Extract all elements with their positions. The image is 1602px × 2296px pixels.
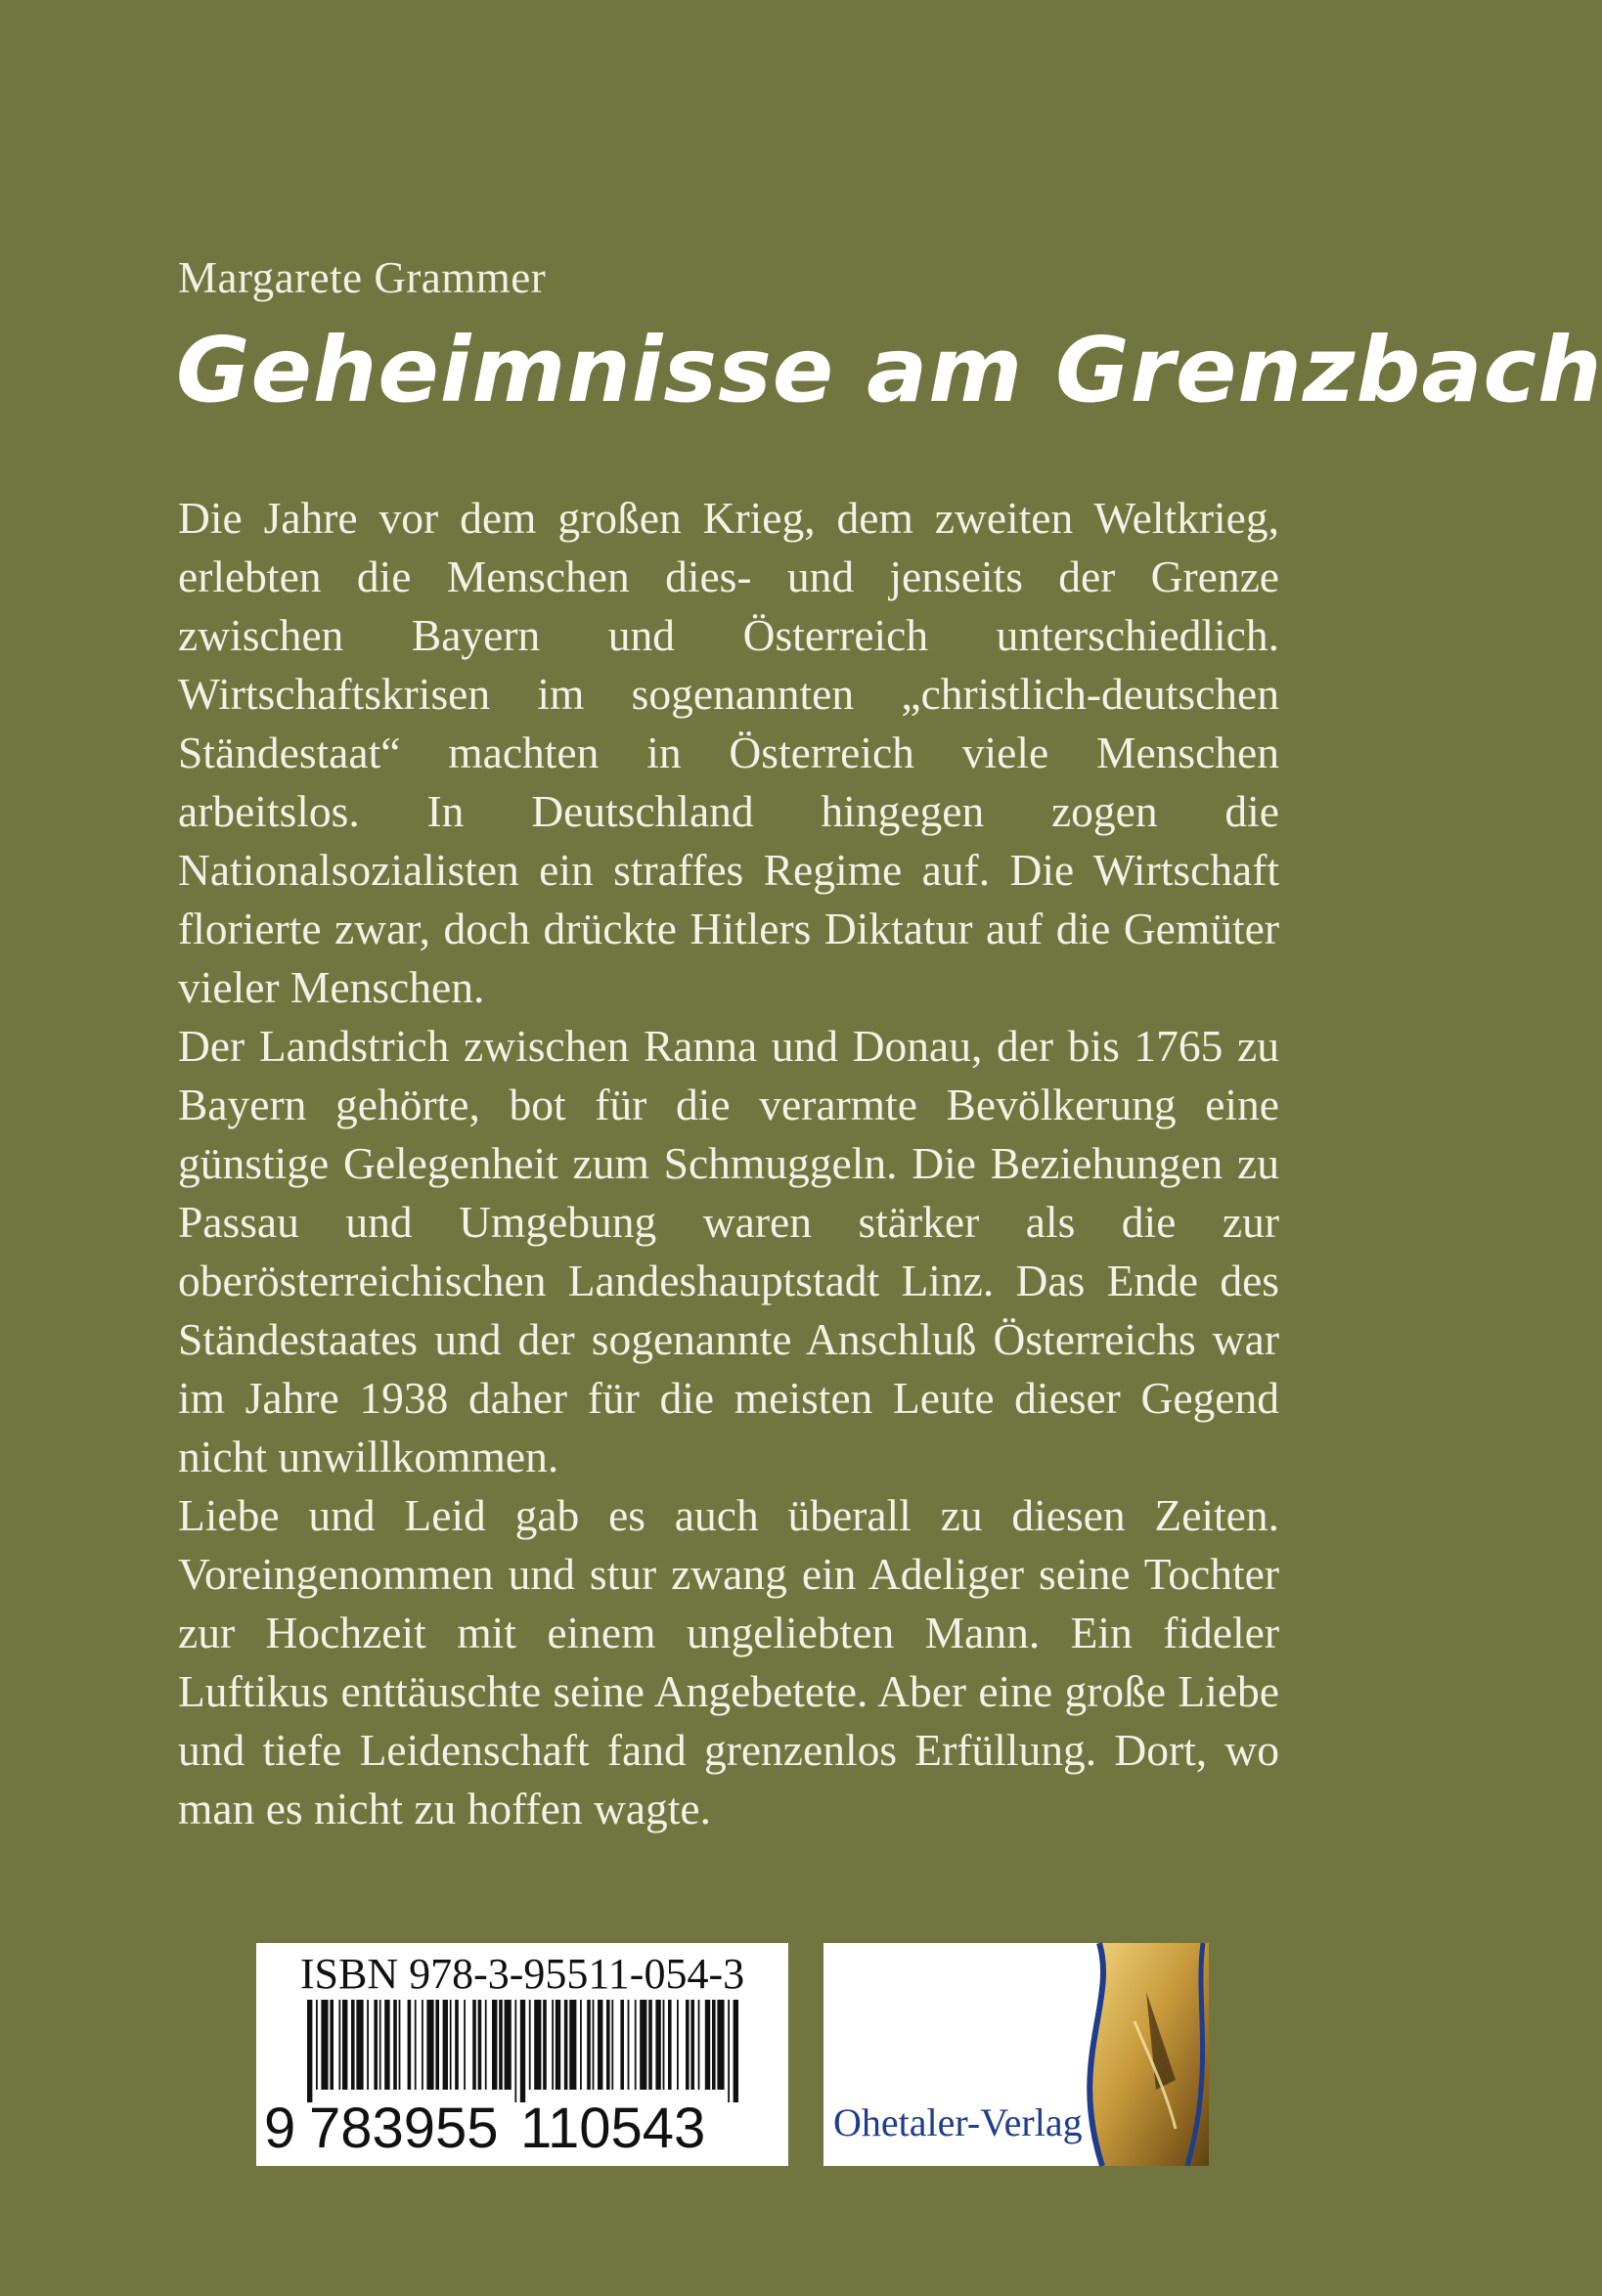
barcode-bar bbox=[677, 2000, 679, 2090]
barcode-bar bbox=[734, 2000, 738, 2102]
barcode-bar bbox=[686, 2000, 690, 2090]
barcode-bar bbox=[717, 2000, 724, 2090]
barcode-bar bbox=[598, 2000, 602, 2090]
barcode-bar bbox=[342, 2000, 347, 2090]
blurb-text bbox=[178, 489, 1279, 1838]
barcode-bar bbox=[499, 2000, 503, 2090]
barcode-bar bbox=[415, 2000, 417, 2090]
barcode-bar bbox=[543, 2000, 547, 2090]
barcode-bar bbox=[478, 2000, 482, 2090]
barcode-bar bbox=[520, 2000, 525, 2102]
barcode-bar bbox=[435, 2000, 439, 2090]
barcode-bar bbox=[668, 2000, 672, 2090]
blurb-paragraph: Liebe und Leid gab es auch überall zu diesen Zeiten. Voreingenommen und stur zwang ein Adeliger seine Tochter zur Hochzeit mit einem ungeliebten Mann. Ein fideler Luftikus enttäuschte seine Angebetete. Aber eine große Liebe und tiefe Leidenschaft fand grenzenlos Erfüllung. Dort, wo man es nicht zu hoffen wagte. bbox=[178, 1490, 1279, 1833]
barcode-bar bbox=[351, 2000, 355, 2090]
barcode-bar bbox=[648, 2000, 652, 2090]
blurb-paragraph: Die Jahre vor dem großen Krieg, dem zweiten Weltkrieg, erlebten die Menschen dies- und jenseits der Grenze zwischen Bayern und Österreich unterschiedlich. Wirtschaftskrisen im sogenannten „christlich-deutschen Ständestaat“ machten in Österreich viele Menschen arbeitslos. In Deutschland hingegen zogen die Nationalsozialisten ein straffes Regime auf. Die Wirtschaft florierte zwar, doch drückte Hitlers Diktatur auf die Gemüter vieler Menschen. bbox=[178, 493, 1279, 1012]
barcode-bar bbox=[705, 2000, 710, 2090]
barcode-bar bbox=[443, 2000, 448, 2090]
publisher-logo bbox=[823, 1943, 1209, 2166]
barcode-bar bbox=[635, 2000, 637, 2090]
barcode-bar bbox=[472, 2000, 476, 2090]
barcode-bar bbox=[316, 2000, 318, 2090]
barcode-bar bbox=[690, 2000, 694, 2090]
barcode-bar bbox=[611, 2000, 613, 2090]
barcode-bar bbox=[338, 2000, 340, 2090]
barcode-bar bbox=[663, 2000, 665, 2090]
barcode-bar bbox=[450, 2000, 452, 2090]
barcode-bar bbox=[580, 2000, 582, 2090]
barcode-bars bbox=[307, 2000, 737, 2102]
barcode-bar bbox=[379, 2000, 381, 2090]
barcode-bar bbox=[628, 2000, 630, 2090]
barcode-bar bbox=[374, 2000, 378, 2090]
publisher-name: Ohetaler-Verlag bbox=[833, 2100, 1083, 2144]
barcode-bar bbox=[552, 2000, 554, 2090]
barcode-bar bbox=[728, 2000, 730, 2102]
barcode-bar bbox=[356, 2000, 363, 2090]
book-title: Geheimnisse am Grenzbach bbox=[176, 318, 1602, 422]
barcode-bar bbox=[712, 2000, 716, 2090]
barcode-bar bbox=[399, 2000, 401, 2090]
barcode-bar bbox=[408, 2000, 412, 2090]
blurb-paragraph: Der Landstrich zwischen Ranna und Donau, der bis 1765 zu Bayern gehörte, bot für die verarmte Bevölkerung eine günstige Gelegenheit zum Schmuggeln. Die Beziehungen zu Passau und Umgebung waren stärker als die zur oberösterreichischen Landeshauptstadt Linz. Das Ende des Ständestaates und der sogenannte Anschluß Österreichs war im Jahre 1938 daher für die meisten Leute dieser Gegend nicht unwillkommen. bbox=[178, 1021, 1279, 1481]
barcode-bar bbox=[330, 2000, 334, 2090]
isbn-label: ISBN 978-3-95511-054-3 bbox=[299, 1950, 745, 1998]
barcode-bar bbox=[529, 2000, 531, 2090]
barcode-bar bbox=[464, 2000, 466, 2090]
barcode-bar bbox=[426, 2000, 433, 2090]
barcode-digits-right: 110543 bbox=[520, 2097, 706, 2160]
barcode-bar bbox=[455, 2000, 459, 2090]
barcode-bar bbox=[655, 2000, 660, 2090]
barcode-bar bbox=[564, 2000, 568, 2090]
barcode-bar bbox=[485, 2000, 487, 2090]
barcode-bar bbox=[640, 2000, 646, 2090]
barcode-bar bbox=[422, 2000, 423, 2090]
barcode-bar bbox=[620, 2000, 624, 2090]
barcode-bar bbox=[593, 2000, 595, 2090]
barcode-bar bbox=[587, 2000, 591, 2090]
barcode-bar bbox=[492, 2000, 497, 2090]
barcode-digit-first: 9 bbox=[264, 2097, 296, 2160]
barcode-bar bbox=[514, 2000, 516, 2102]
barcode-bar bbox=[393, 2000, 397, 2090]
barcode-digits-left: 783955 bbox=[309, 2097, 499, 2160]
barcode-bar bbox=[569, 2000, 576, 2090]
barcode-bar bbox=[367, 2000, 369, 2090]
barcode-bar bbox=[534, 2000, 541, 2090]
isbn-barcode bbox=[256, 1943, 788, 2166]
barcode-bar bbox=[698, 2000, 700, 2090]
barcode-bar bbox=[307, 2000, 312, 2102]
author-name: Margarete Grammer bbox=[178, 253, 547, 302]
barcode-bar bbox=[505, 2000, 512, 2090]
barcode-bar bbox=[321, 2000, 328, 2090]
barcode-bar bbox=[556, 2000, 560, 2090]
barcode-bar bbox=[384, 2000, 389, 2090]
barcode-bar bbox=[606, 2000, 610, 2090]
